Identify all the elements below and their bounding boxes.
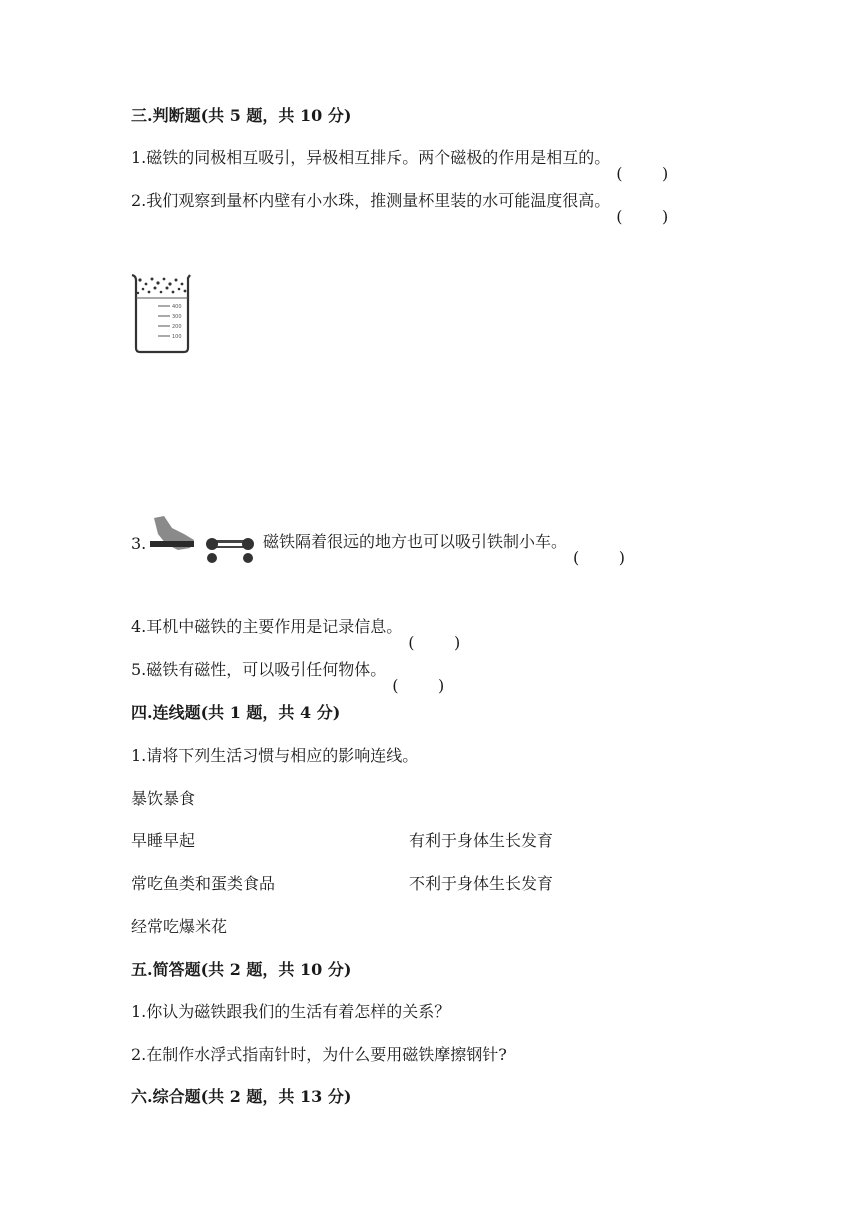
- section6-title: 六.综合题(共 2 题，共 13 分): [131, 1087, 352, 1106]
- question-3-2: [131, 190, 668, 212]
- scale-label-200: 200: [172, 324, 182, 330]
- question-3-4-text: 4.耳机中磁铁的主要作用是记录信息。: [131, 617, 403, 636]
- question-3-3-text: 磁铁隔着很远的地方也可以吸引铁制小车。: [263, 532, 568, 551]
- question-3-2-text: 2.我们观察到量杯内壁有小水珠，推测量杯里装的水可能温度很高。: [131, 191, 611, 210]
- section4-title: 四.连线题(共 1 题，共 4 分): [131, 703, 341, 722]
- question-3-3: [263, 531, 625, 553]
- question-3-5: [131, 659, 444, 681]
- question-3-1: [131, 147, 668, 169]
- question-3-4: [131, 616, 460, 638]
- match-left-item-2[interactable]: 早睡早起: [131, 831, 196, 850]
- question-5-2-text: 2.在制作水浮式指南针时，为什么要用磁铁摩擦钢针?: [131, 1045, 507, 1064]
- beaker-figure: [128, 270, 194, 356]
- match-left-item-4[interactable]: 经常吃爆米花: [131, 917, 228, 936]
- question-3-3-number: 3.: [131, 534, 147, 553]
- water-droplets: [137, 278, 187, 295]
- match-right-item-2[interactable]: 不利于身体生长发育: [409, 874, 554, 893]
- section5-title: 五.简答题(共 2 题，共 10 分): [131, 960, 352, 979]
- match-left-item-1[interactable]: 暴饮暴食: [131, 789, 196, 808]
- magnet-cart-figure: [150, 514, 262, 568]
- question-3-1-text: 1.磁铁的同极相互吸引，异极相互排斥。两个磁极的作用是相互的。: [131, 148, 611, 167]
- beaker-scale-marks: [158, 306, 170, 336]
- scale-label-300: 300: [172, 314, 182, 320]
- scale-label-400: 400: [172, 304, 182, 310]
- bar-magnet-icon: [150, 541, 194, 547]
- question-5-1-text: 1.你认为磁铁跟我们的生活有着怎样的关系？: [131, 1002, 451, 1021]
- question-3-5-text: 5.磁铁有磁性，可以吸引任何物体。: [131, 660, 387, 679]
- section3-title: 三.判断题(共 5 题，共 10 分): [131, 106, 352, 125]
- question-4-1-text: 1.请将下列生活习惯与相应的影响连线。: [131, 746, 419, 765]
- match-right-item-1[interactable]: 有利于身体生长发育: [409, 831, 554, 850]
- match-left-item-3[interactable]: 常吃鱼类和蛋类食品: [131, 874, 276, 893]
- iron-cart-icon: [206, 538, 254, 563]
- scale-label-100: 100: [172, 334, 182, 340]
